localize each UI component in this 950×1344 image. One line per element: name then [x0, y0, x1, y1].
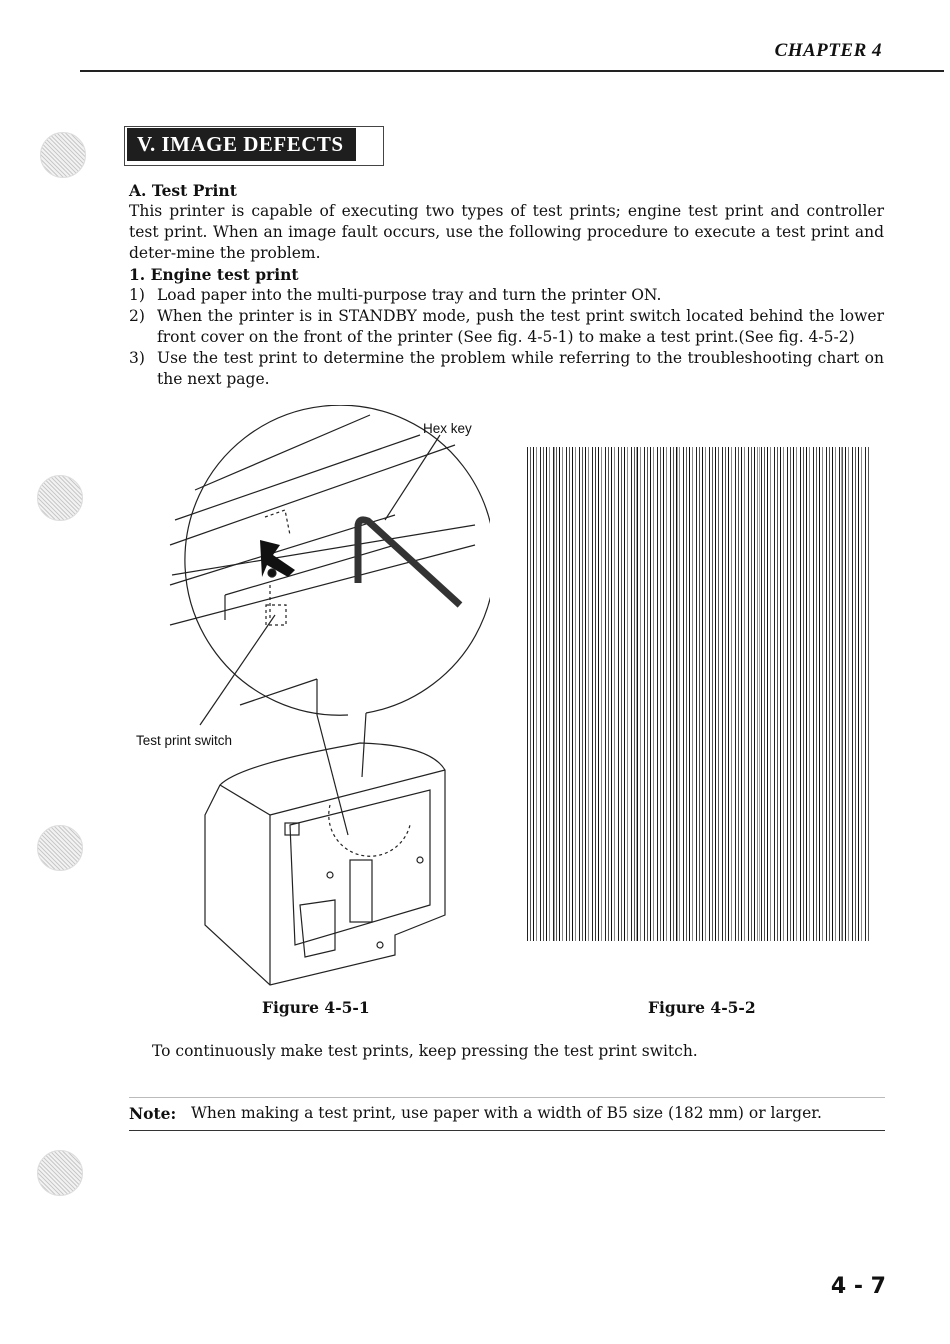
note-text: When making a test print, use paper with a width of B5 size (182 mm) or larger.	[191, 1104, 822, 1122]
binder-hole-3	[37, 825, 83, 871]
test-print-switch-label: Test print switch	[136, 733, 233, 748]
step-2-number: 2)	[129, 307, 145, 325]
subsection-heading: A. Test Print	[129, 181, 237, 200]
figure-4-5-2-caption: Figure 4-5-2	[648, 998, 756, 1017]
hex-key-label: Hex key	[423, 421, 472, 436]
step-3	[129, 348, 884, 390]
step-1-text: Load paper into the multi-purpose tray and turn the printer ON.	[157, 286, 662, 304]
step-2-text: When the printer is in STANDBY mode, push the test print switch located behind the lower front cover on the front of the printer (See fig. 4-5-1) to make a test print.(See fig. 4-5-2)	[157, 307, 884, 346]
figure-4-5-1-drawing	[130, 405, 490, 995]
intro-paragraph: This printer is capable of executing two types of test prints; engine test print and controller test print. When an image fault occurs, use the following procedure to execute a test print and deter-mine the problem.	[129, 202, 884, 262]
figure-4-5-2-pattern-overlay	[527, 447, 870, 941]
engine-test-heading: 1. Engine test print	[129, 265, 299, 284]
continuous-print-text: To continuously make test prints, keep pressing the test print switch.	[152, 1042, 698, 1060]
page-number: 4 - 7	[830, 1274, 886, 1299]
step-3-text: Use the test print to determine the problem while referring to the troubleshooting chart on the next page.	[157, 349, 884, 388]
section-title: V. IMAGE DEFECTS	[127, 128, 356, 161]
binder-hole-2	[37, 475, 83, 521]
binder-hole-4	[37, 1150, 83, 1196]
note-label: Note:	[129, 1104, 177, 1123]
figure-4-5-1-caption: Figure 4-5-1	[262, 998, 370, 1017]
step-1	[129, 285, 884, 306]
step-2	[129, 306, 884, 348]
step-1-number: 1)	[129, 286, 145, 304]
step-3-number: 3)	[129, 349, 145, 367]
header-rule	[80, 70, 944, 72]
binder-hole-1	[40, 132, 86, 178]
chapter-header: CHAPTER 4	[774, 40, 882, 61]
